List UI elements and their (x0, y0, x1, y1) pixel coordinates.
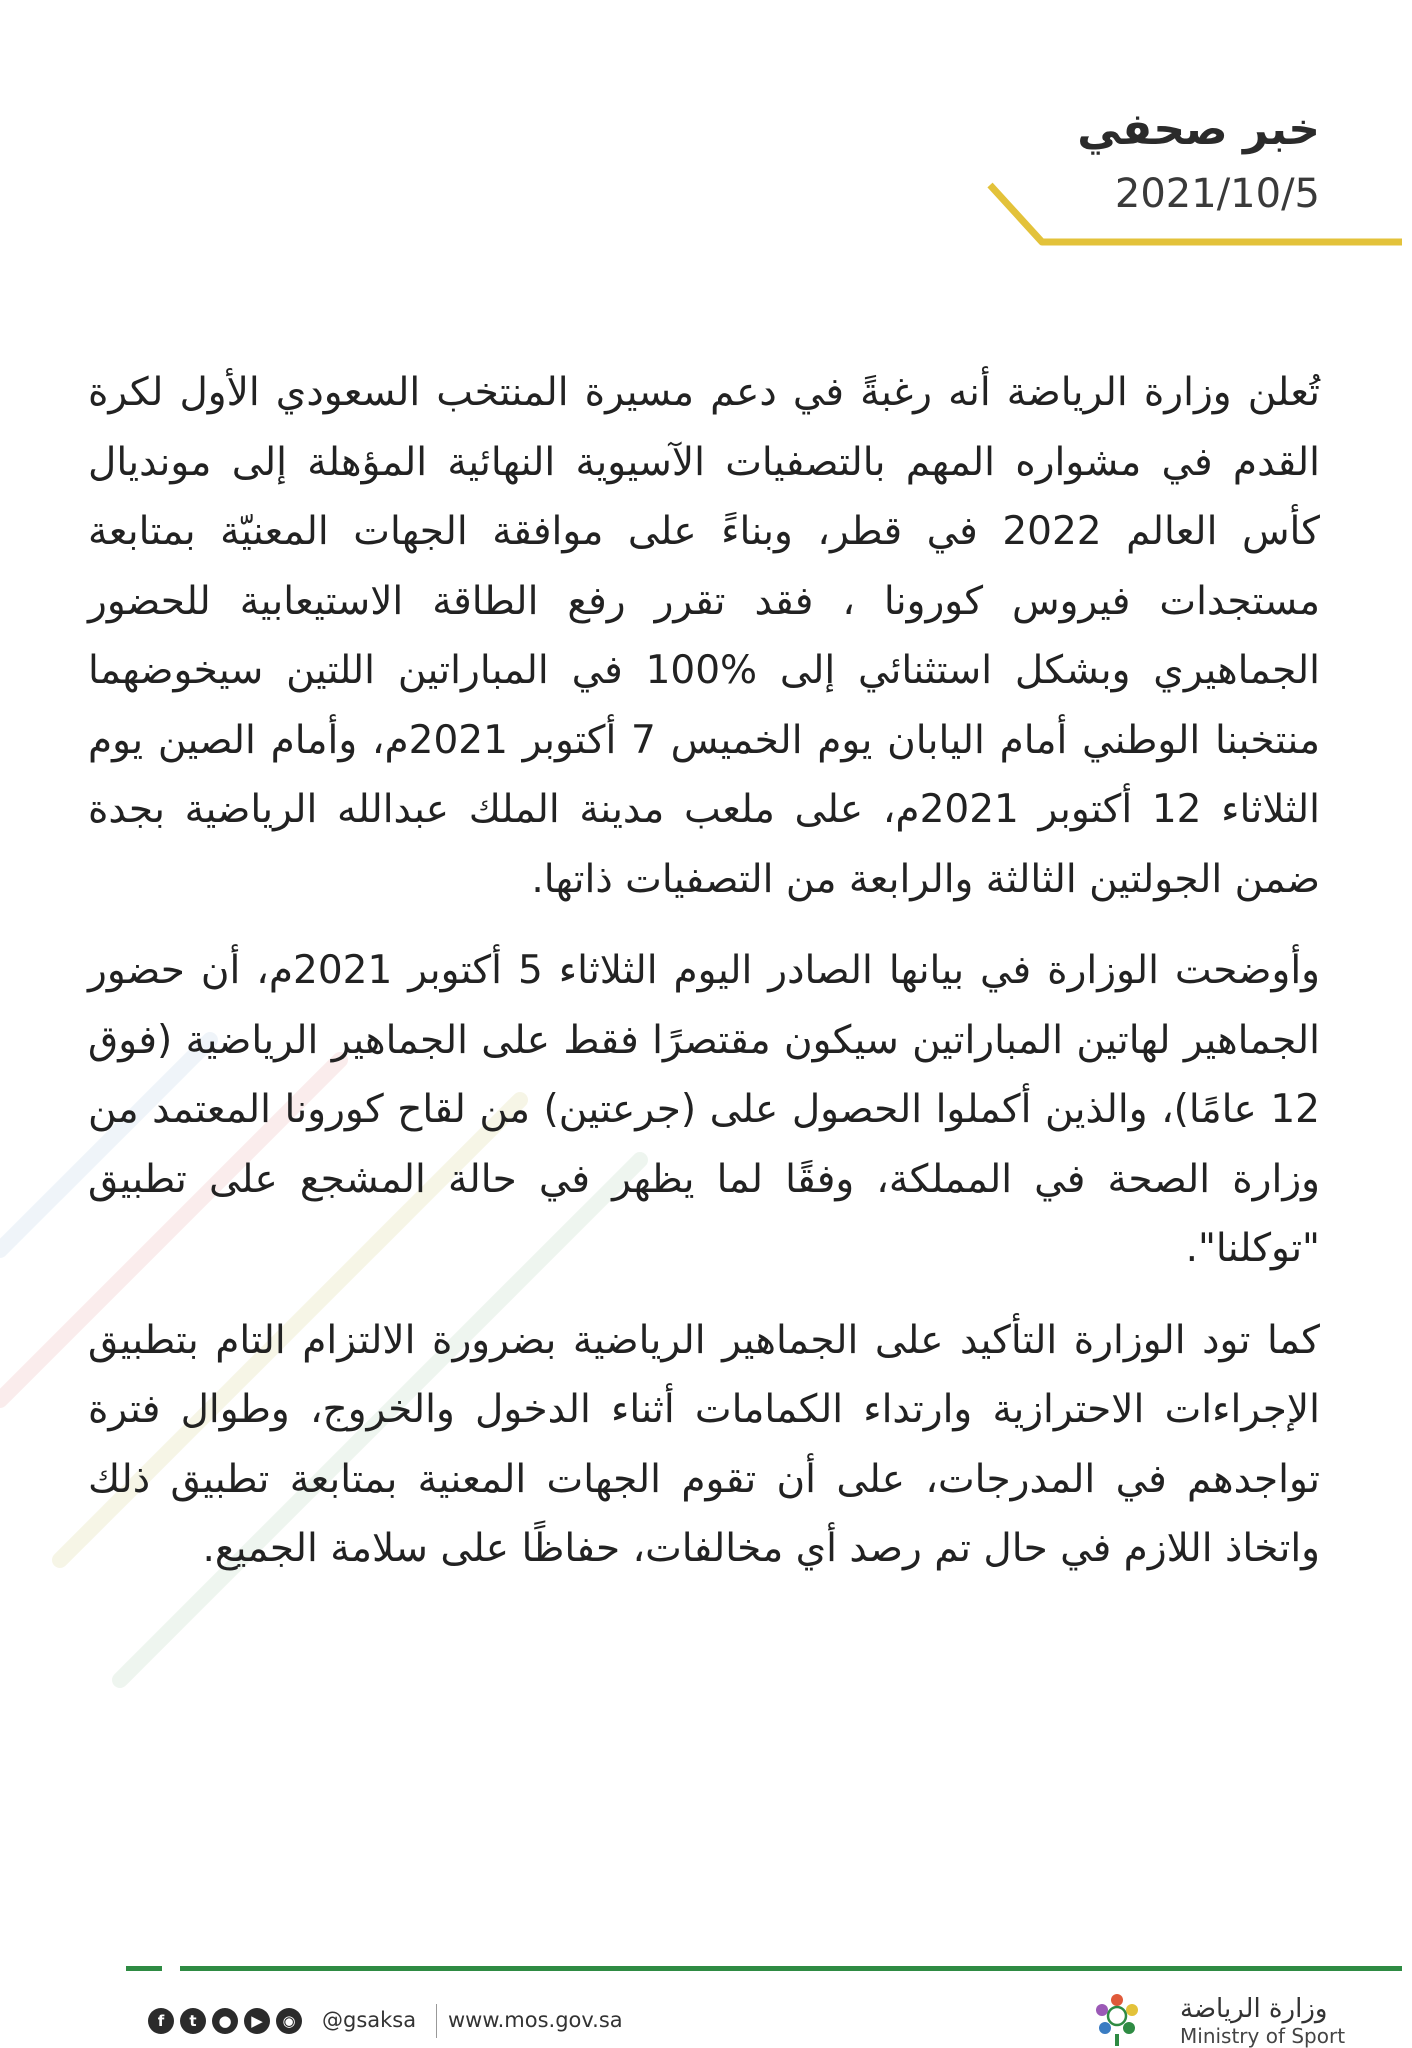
page-title: خبر صحفي (1077, 104, 1320, 155)
page-date: 2021/10/5 (1114, 171, 1320, 217)
ministry-name (1180, 1994, 1345, 2048)
paragraph-2: وأوضحت الوزارة في بيانها الصادر اليوم الثلاثاء 5 أكتوبر 2021م، أن حضور الجماهير لهاتين المباراتين سيكون مقتصرًا فقط على الجماهير الرياضية (فوق 12 عامًا)، والذين أكملوا الحصول على (جرعتين) من لقاح كورونا المعتمد من وزارة الصحة في المملكة، وفقًا لما يظهر في حالة المشجع على تطبيق "توكلنا". (88, 948, 1320, 1271)
footer-separator (436, 2004, 437, 2038)
press-release-body (88, 358, 1320, 1606)
footer (0, 1990, 1412, 2047)
footer-divider (180, 1966, 1402, 1971)
facebook-icon[interactable]: f (148, 2008, 174, 2034)
paragraph-3: كما تود الوزارة التأكيد على الجماهير الرياضية بضرورة الالتزام التام بتطبيق الإجراءات الاحترازية وارتداء الكمامات أثناء الدخول والخروج، وطوال فترة تواجدهم في المدرجات، على أن تقوم الجهات المعنية بمتابعة تطبيق ذلك واتخاذ اللازم في حال تم رصد أي مخالفات، حفاظًا على سلامة الجميع. (88, 1317, 1320, 1571)
snapchat-icon[interactable]: ● (212, 2008, 238, 2034)
ministry-name-arabic: وزارة الرياضة (1180, 1994, 1328, 2024)
footer-divider-small (126, 1966, 162, 1971)
youtube-icon[interactable]: ▶ (244, 2008, 270, 2034)
ministry-name-english: Ministry of Sport (1180, 2024, 1346, 2048)
header (1077, 100, 1320, 222)
website-link[interactable]: www.mos.gov.sa (448, 2008, 623, 2032)
twitter-icon[interactable]: t (180, 2008, 206, 2034)
paragraph-1: تُعلن وزارة الرياضة أنه رغبةً في دعم مسيرة المنتخب السعودي الأول لكرة القدم في مشواره المهم بالتصفيات الآسيوية النهائية المؤهلة إلى مونديال كأس العالم 2022 في قطر، وبناءً على موافقة الجهات المعنيّة بمتابعة مستجدات فيروس كورونا ، فقد تقرر رفع الطاقة الاستيعابية للحضور الجماهيري وبشكل استثنائي إلى %100 في المباراتين اللتين سيخوضهما منتخبنا الوطني أمام اليابان يوم الخميس 7 أكتوبر 2021م، وأمام الصين يوم الثلاثاء 12 أكتوبر 2021م، على ملعب مدينة الملك عبدالله الرياضية بجدة ضمن الجولتين الثالثة والرابعة من التصفيات ذاتها. (88, 370, 1321, 902)
social-handle[interactable]: @gsaksa (322, 2008, 417, 2032)
ministry-logo-icon (1092, 1990, 1142, 2047)
instagram-icon[interactable]: ◉ (276, 2008, 302, 2034)
social-icons (148, 2008, 302, 2034)
